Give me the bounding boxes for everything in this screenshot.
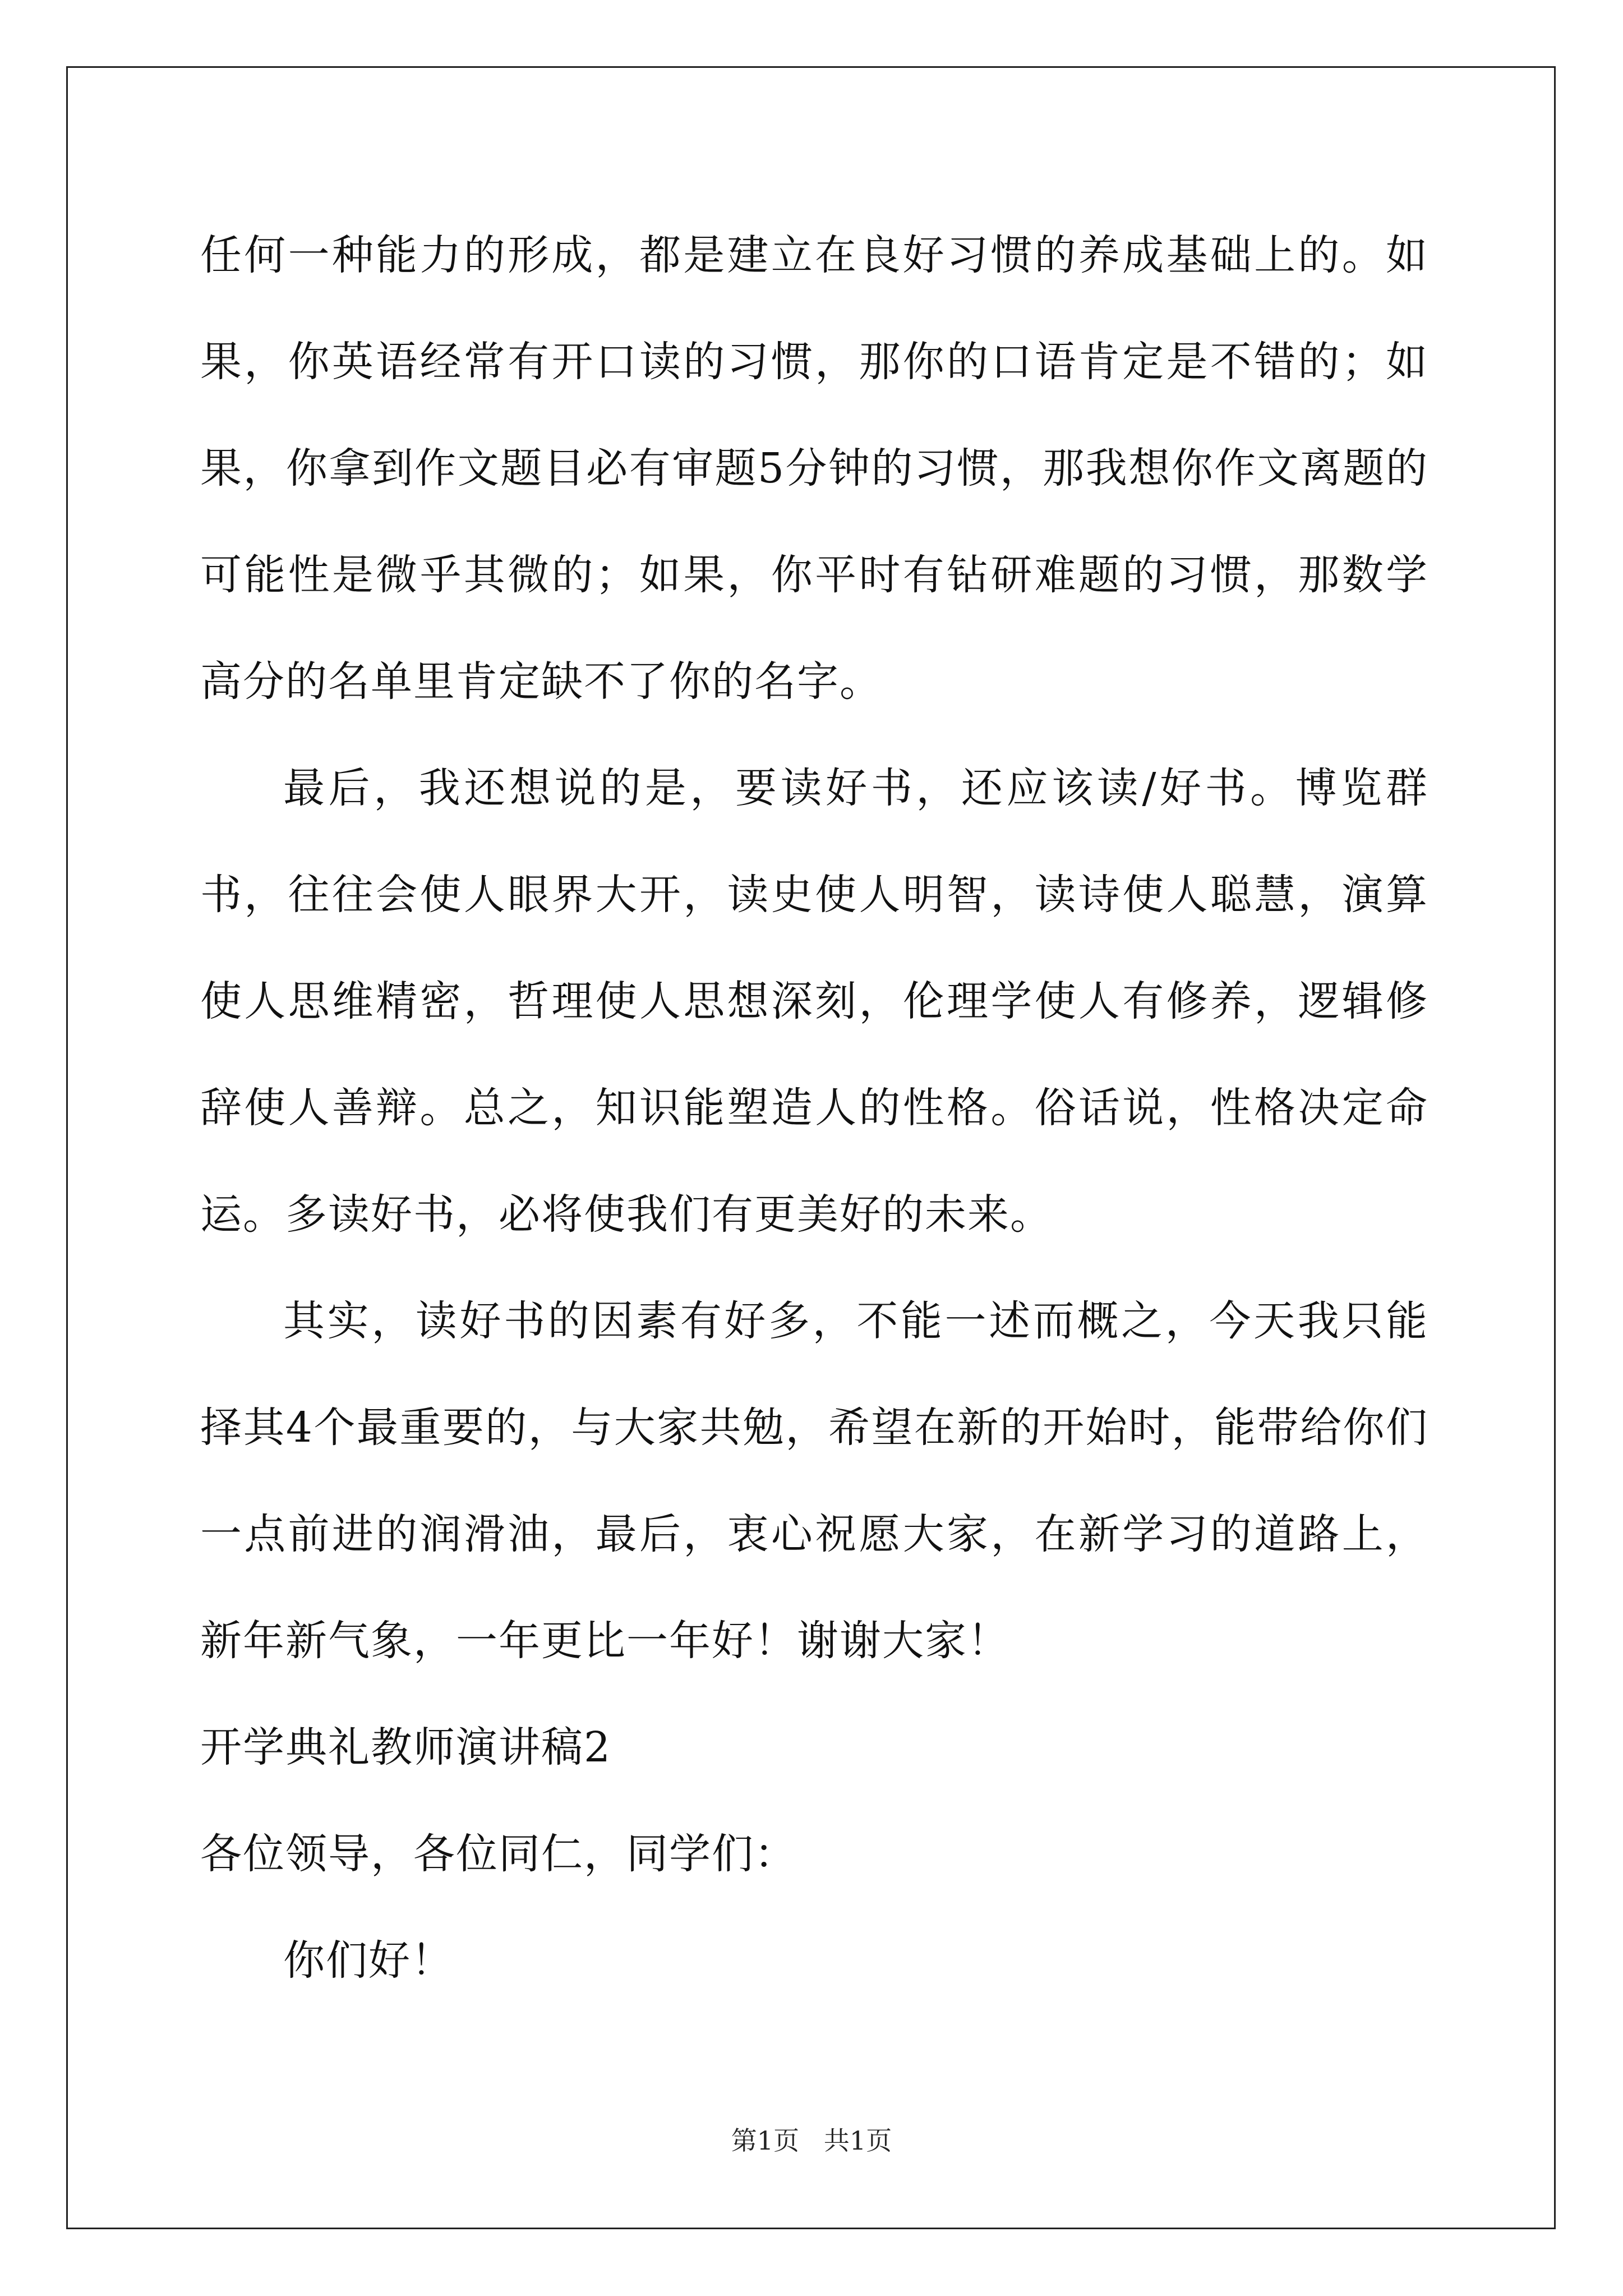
paragraph-closing: 其实，读好书的因素有好多，不能一述而概之，今天我只能择其4个最重要的，与大家共勉，希望在新的开始时，能带给你们一点前进的润滑油，最后，衷心祝愿大家，在新学习的道路上，新年新气象，一年更比一年好！谢谢大家！	[200, 1297, 1428, 1665]
paragraph-habits: 任何一种能力的形成，都是建立在良好习惯的养成基础上的。如果，你英语经常有开口读的习惯，那你的口语肯定是不错的；如果，你拿到作文题目必有审题5分钟的习惯，那我想你作文离题的可能性是微乎其微的；如果，你平时有钻研难题的习惯，那数学高分的名单里肯定缺不了你的名字。	[200, 231, 1428, 706]
document-body	[200, 202, 1428, 2014]
section-title: 开学典礼教师演讲稿2	[200, 1723, 612, 1772]
paragraph-read-good-books: 最后，我还想说的是，要读好书，还应该读/好书。博览群书，往往会使人眼界大开，读史使人明智，读诗使人聪慧，演算使人思维精密，哲理使人思想深刻，伦理学使人有修养，逻辑修辞使人善辩。总之，知识能塑造人的性格。俗话说，性格决定命运。多读好书，必将使我们有更美好的未来。	[200, 764, 1428, 1239]
greeting: 你们好！	[283, 1936, 454, 1985]
salutation: 各位领导，各位同仁，同学们：	[200, 1830, 797, 1878]
page-footer: 第1页 共1页	[731, 2125, 892, 2156]
